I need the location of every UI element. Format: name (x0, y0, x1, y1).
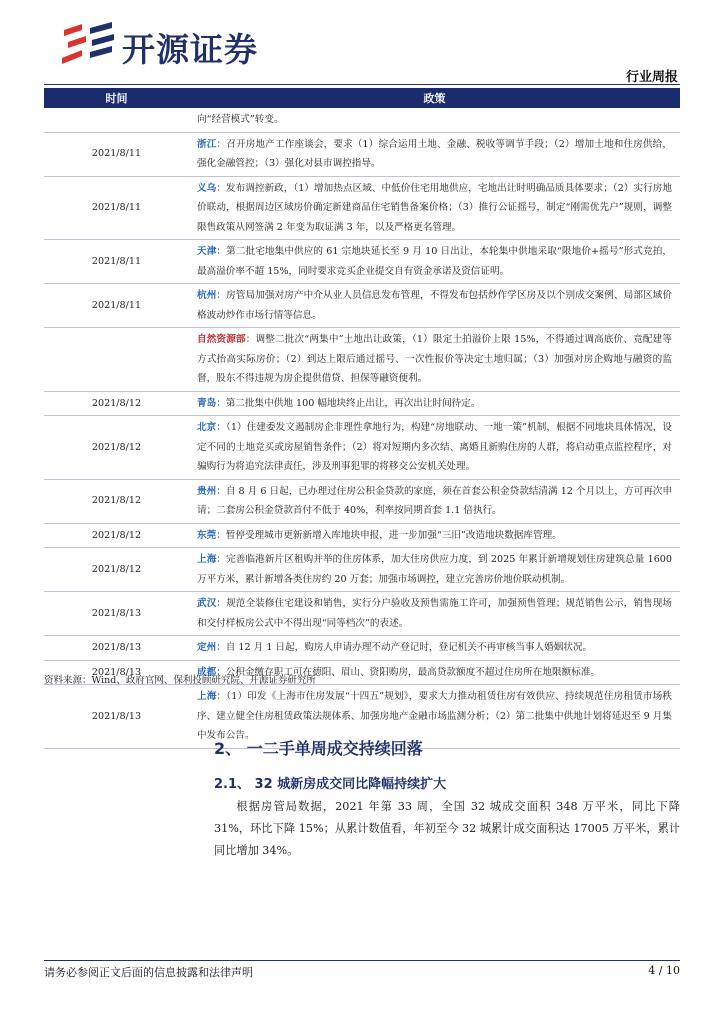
column-header-date: 时间 (44, 88, 189, 108)
table-row (44, 479, 680, 523)
table-header-row (44, 88, 680, 108)
row-policy (189, 284, 680, 328)
row-date (44, 108, 189, 132)
row-policy-text: ：第二批宅地集中供应的 61 宗地块延长至 9 月 10 日出让，本轮集中供地采取“限地价+摇号”形式竞拍，最高溢价率不超 15%，同时要求竞买企业提交自有资金承诺及资信证明。 (197, 246, 672, 277)
row-policy (189, 328, 680, 392)
row-policy (189, 523, 680, 548)
row-policy-text: ：发布调控新政，（1）增加热点区域、中低价住宅用地供应，宅地出让时明确品质具体要求；（2）实行房地价联动，根据周边区域房价确定新建商品住宅销售备案价格；（3）推行公证摇号，制定“刚需优先户”规则，调整限售政策从网签满 2 年变为取证满 3 年，以及严格更名管理。 (197, 182, 672, 233)
row-policy (189, 240, 680, 284)
row-policy-text: ：召开房地产工作座谈会，要求（1）综合运用土地、金融、税收等调节手段；（2）增加土地和住房供给，强化金融管控；（3）强化对县市调控指导。 (197, 138, 672, 169)
row-region: 天津 (197, 246, 217, 257)
row-policy (189, 548, 680, 592)
subsection-heading: 2.1、 32 城新房成交同比降幅持续扩大 (214, 777, 447, 792)
table-row (44, 240, 680, 284)
row-date: 2021/8/12 (44, 391, 189, 416)
row-policy-text: ：第二批集中供地 100 幅地块终止出让，再次出让时间待定。 (216, 397, 481, 409)
row-date: 2021/8/12 (44, 548, 189, 592)
row-date: 2021/8/12 (44, 479, 189, 523)
row-region: 成都 (197, 666, 217, 678)
row-region: 杭州 (197, 290, 217, 301)
table-row (44, 523, 680, 548)
row-date: 2021/8/12 (44, 416, 189, 480)
row-region: 青岛 (197, 397, 217, 409)
section-heading: 2、 一二手单周成交持续回落 (214, 739, 423, 758)
table-row (44, 548, 680, 592)
table-row (44, 328, 680, 392)
policy-table (44, 88, 680, 749)
logo-mark-icon (60, 20, 118, 68)
table-row (44, 132, 680, 176)
row-policy (189, 636, 680, 661)
row-date: 2021/8/11 (44, 132, 189, 176)
row-region: 上海 (197, 691, 217, 702)
row-policy (189, 132, 680, 176)
row-policy-text: ：自 8 月 6 日起，已办理过住房公积金贷款的家庭，须在首套公积金贷款结清满 12 个月以上，方可再次申请；二套房公积金贷款首付不低于 40%，利率按同期首套 1.1 倍执行。 (197, 485, 673, 516)
row-policy-text: ：公积金缴存职工可在德阳、眉山、资阳购房，最高贷款额度不超过住房所在地限额标准。 (216, 666, 600, 678)
row-region: 定州 (197, 642, 217, 653)
row-date: 2021/8/13 (44, 592, 189, 636)
row-policy-text: ：调整二批次“两集中”土地出让政策，（1）限定土拍溢价上限 15%，不得通过调高底价、竞配建等方式抬高实际房价；（2）到达上限后通过摇号、一次性报价等决定土地归属；（3）加强对房企购地与融资的监督，股东不得违规为房企提供借贷、担保等融资便利。 (197, 334, 672, 384)
row-date: 2021/8/13 (44, 660, 189, 685)
company-logo (60, 20, 280, 68)
row-region: 上海 (197, 554, 217, 565)
body-paragraph: 根据房管局数据，2021 年第 33 周，全国 32 城成交面积 348 万平米，同比下降 31%，环比下降 15%；从累计数值看，年初至今 32 城累计成交面积达 17005 万平米，累计同比增加 34%。 (214, 800, 680, 857)
table-source-note: 资料来源：Wind、政府官网、保利投顾研究院、开源证券研究所 (44, 675, 316, 686)
row-region: 北京 (197, 422, 217, 433)
report-type-label: 行业周报 (625, 70, 678, 85)
table-row (44, 636, 680, 661)
row-policy-text: ：规范全装修住宅建设和销售，实行分户验收及预售需施工许可，加强预售管理；规范销售公示，销售现场和交付样板房公式中不得出现“同等档次”的表述。 (197, 598, 673, 629)
row-policy (189, 108, 680, 132)
footer-divider (44, 960, 680, 961)
policy-table-body (44, 108, 680, 748)
footer-disclaimer: 请务必参阅正文后面的信息披露和法律声明 (44, 966, 253, 979)
row-policy-text: ：房管局加强对房产中介从业人员信息发布管理，不得发布包括炒作学区房及以个别成交案例、局部区域价格波动炒作市场行情等信息。 (197, 290, 673, 321)
row-policy (189, 176, 680, 240)
row-date: 2021/8/11 (44, 240, 189, 284)
row-policy (189, 416, 680, 480)
row-region: 武汉 (197, 598, 217, 609)
row-policy (189, 391, 680, 416)
row-policy (189, 479, 680, 523)
table-row (44, 176, 680, 240)
table-row (44, 416, 680, 480)
column-header-policy: 政策 (189, 88, 680, 108)
row-policy-text: ：（1）住建委发文遏制房企非理性拿地行为，构建“房地联动、一地一策”机制，根据不同地块具体情况，设定不同的土地竞买或房屋销售条件；（2）将对短期内多次结、离婚且新购住房的人群，将启动重点监控程序，对骗购行为将追究法律责任，涉及刑事犯罪的将移交公安机关处理。 (197, 422, 672, 472)
table-row (44, 592, 680, 636)
row-policy-text: ：（1）印发《上海市住房发展“十四五”规划》，要求大力推动租赁住房有效供应、持续规范住房租赁市场秩序、建立健全住房租赁政策法规体系、加强房地产金融市场监测分析；（2）第二批集中供地计划将延迟至 9 月集中发布公告。 (197, 691, 672, 741)
header-divider (44, 84, 680, 85)
row-region: 东莞 (197, 529, 217, 541)
row-date: 2021/8/13 (44, 685, 189, 749)
row-policy-text: ：自 12 月 1 日起，购房人申请办理不动产登记时，登记机关不再审核当事人婚姻状况。 (216, 642, 593, 653)
table-row (44, 391, 680, 416)
row-region: 义乌 (197, 182, 217, 194)
row-date: 2021/8/11 (44, 284, 189, 328)
row-date: 2021/8/11 (44, 176, 189, 240)
row-region: 浙江 (197, 138, 217, 150)
row-region: 贵州 (197, 485, 217, 497)
row-date: 2021/8/12 (44, 523, 189, 548)
table-row (44, 108, 680, 132)
row-date: 2021/8/13 (44, 636, 189, 661)
logo-text: 开源证券 (122, 30, 258, 69)
row-policy-text: ：暂停受理城市更新新增入库地块申报，进一步加强“三旧”改造地块数据库管理。 (216, 529, 562, 541)
row-policy-text: 向“经营模式”转变。 (197, 114, 284, 125)
row-region: 自然资源部 (197, 334, 246, 345)
table-row (44, 284, 680, 328)
row-date (44, 328, 189, 392)
row-policy (189, 592, 680, 636)
page-number: 4 / 10 (648, 964, 680, 977)
row-policy-text: ：完善临港新片区租购并举的住房体系，加大住房供应力度，到 2025 年累计新增规划住房建筑总量 1600 万平方米，累计新增各类住房约 20 万套；加强市场调控，建立完善房价地价联动机制。 (197, 554, 673, 585)
